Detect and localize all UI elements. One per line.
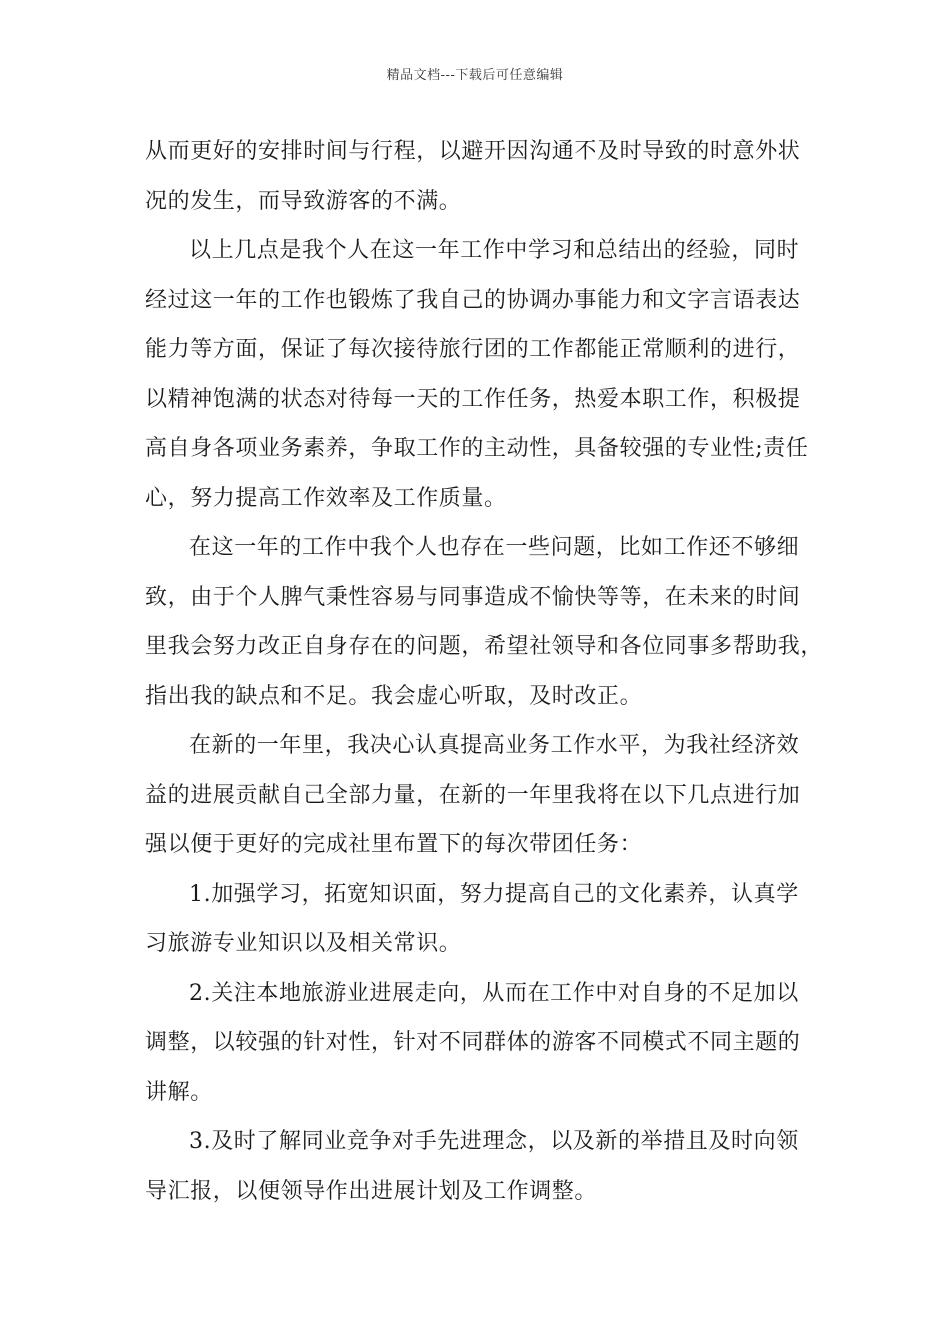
text-line: 心，努力提高工作效率及工作质量。 (145, 485, 507, 511)
text-line: 况的发生，而导致游客的不满。 (145, 188, 462, 214)
list-item-2-line: 2.关注本地旅游业进展走向，从而在工作中对自身的不足加以 (189, 980, 799, 1006)
paragraph-start-line: 在这一年的工作中我个人也存在一些问题，比如工作还不够细 (189, 535, 800, 560)
list-item-1-line: 1.加强学习，拓宽知识面，努力提高自己的文化素养，认真学 (189, 881, 799, 907)
paragraph-start-line: 以上几点是我个人在这一年工作中学习和总结出的经验，同时 (189, 238, 800, 263)
text-line: 讲解。 (145, 1079, 213, 1105)
text-line: 以精神饱满的状态对待每一天的工作任务，热爱本职工作，积极提 (145, 386, 801, 412)
text-line: 经过这一年的工作也锻炼了我自己的协调办事能力和文字言语表达 (145, 287, 801, 313)
text-line: 强以便于更好的完成社里布置下的每次带团任务： (145, 832, 643, 857)
page-header: 精品文档---下载后可任意编辑 (386, 68, 564, 83)
text-line: 里我会努力改正自身存在的问题，希望社领导和各位同事多帮助我， (145, 634, 824, 659)
text-line: 从而更好的安排时间与行程，以避开因沟通不及时导致的时意外状 (145, 139, 801, 164)
text-line: 导汇报，以便领导作出进展计划及工作调整。 (145, 1178, 598, 1204)
text-line: 调整，以较强的针对性，针对不同群体的游客不同模式不同主题的 (145, 1030, 801, 1055)
text-line: 习旅游专业知识以及相关常识。 (145, 931, 462, 956)
text-line: 指出我的缺点和不足。我会虚心听取，及时改正。 (145, 683, 643, 709)
text-line: 高自身各项业务素养，争取工作的主动性，具备较强的专业性;责任 (145, 436, 809, 461)
list-item-3-line: 3.及时了解同业竞争对手先进理念，以及新的举措且及时向领 (189, 1129, 799, 1154)
document-body (145, 127, 824, 1216)
text-line: 益的进展贡献自己全部力量，在新的一年里我将在以下几点进行加 (145, 782, 801, 808)
text-line: 能力等方面，保证了每次接待旅行团的工作都能正常顺利的进行， (145, 337, 801, 362)
paragraph-start-line: 在新的一年里，我决心认真提高业务工作水平，为我社经济效 (189, 733, 800, 758)
text-line: 致，由于个人脾气秉性容易与同事造成不愉快等等，在未来的时间 (145, 584, 801, 610)
